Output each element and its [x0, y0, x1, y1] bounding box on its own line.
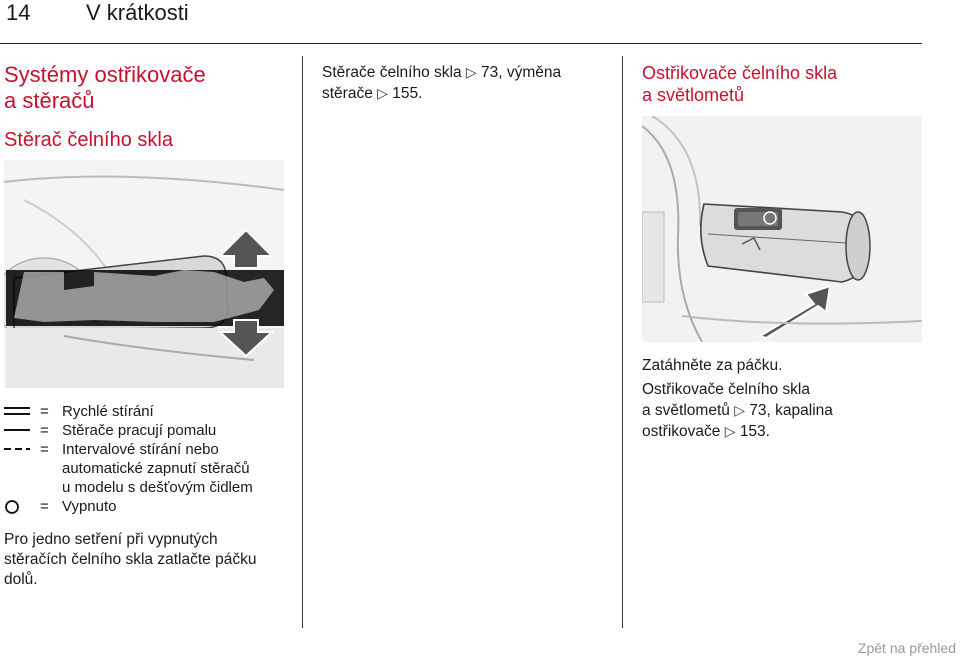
off-circle-icon: [4, 497, 32, 516]
wiper-reference-text: [322, 62, 612, 104]
washer-lever-figure: [642, 116, 922, 342]
reference-line-2: [322, 83, 612, 104]
dashed-line-icon: [4, 440, 32, 459]
heading-washers: [642, 62, 837, 106]
heading-wiper-systems: [4, 62, 206, 114]
legend-equals: =: [40, 441, 49, 458]
section-title: V krátkosti: [86, 0, 189, 25]
heading-line-2: a světlometů: [642, 85, 745, 105]
reference-line-1: [322, 62, 612, 83]
page-ref-arrow-icon: ▷: [377, 85, 388, 101]
washer-lever-illustration: [642, 116, 922, 342]
reference-page[interactable]: 73, kapalina: [749, 402, 833, 419]
heading-line-1: Systémy ostřikovače: [4, 62, 206, 87]
double-line-icon: [4, 402, 32, 421]
reference-page[interactable]: 155.: [392, 85, 423, 102]
paragraph-line: stěračích čelního skla zatlačte páčku: [4, 551, 257, 568]
legend-text-slow: Stěrače pracují pomalu: [62, 422, 217, 439]
reference-page[interactable]: 153.: [739, 423, 770, 440]
page-ref-arrow-icon: ▷: [734, 402, 745, 418]
wiper-lever-figure: [4, 160, 284, 388]
legend-row-interval-cont1: [4, 459, 294, 478]
legend-row-interval-cont2: [4, 478, 294, 497]
legend-text-interval: Intervalové stírání nebo: [62, 441, 219, 458]
heading-line-2: a stěračů: [4, 88, 95, 113]
reference-line-2: [642, 400, 942, 421]
wiper-lever-illustration: [4, 160, 284, 388]
heading-line-1: Ostřikovače čelního skla: [642, 63, 838, 83]
reference-line-3: [642, 421, 942, 442]
page-ref-arrow-icon: ▷: [724, 423, 736, 439]
subheading-windscreen-wiper: Stěrač čelního skla: [4, 129, 173, 151]
back-to-overview-link[interactable]: Zpět na přehled: [857, 640, 956, 656]
legend-row-fast: [4, 402, 294, 421]
paragraph-line: Pro jedno setření při vypnutých: [4, 531, 218, 548]
reference-line-1: Ostřikovače čelního skla: [642, 381, 810, 398]
legend-row-slow: [4, 421, 294, 440]
reference-page[interactable]: 73, výměna: [480, 64, 562, 81]
pull-instruction: Zatáhněte za páčku.: [642, 357, 783, 374]
washer-reference-text: [642, 380, 942, 442]
single-line-icon: [4, 421, 32, 440]
reference-label: ostřikovače: [642, 423, 721, 440]
page-ref-arrow-icon: ▷: [465, 64, 477, 80]
reference-label: Stěrače čelního skla: [322, 64, 462, 81]
legend-text-auto: automatické zapnutí stěračů: [62, 460, 250, 477]
legend-equals: =: [40, 422, 49, 439]
legend-row-off: [4, 497, 294, 516]
legend-equals: =: [40, 403, 49, 420]
reference-label: stěrače: [322, 85, 373, 102]
legend-text-off: Vypnuto: [62, 498, 117, 515]
single-wipe-paragraph: [4, 530, 296, 590]
legend-text-fast: Rychlé stírání: [62, 403, 154, 420]
column-divider-right: [622, 56, 623, 628]
legend-equals: =: [40, 498, 49, 515]
header-divider: [0, 43, 922, 44]
legend-row-interval: [4, 440, 294, 459]
page-number: 14: [6, 0, 31, 25]
paragraph-line: dolů.: [4, 571, 38, 588]
column-divider-left: [302, 56, 303, 628]
reference-label: a světlometů: [642, 402, 730, 419]
legend-text-rain-sensor: u modelu s dešťovým čidlem: [62, 479, 253, 496]
